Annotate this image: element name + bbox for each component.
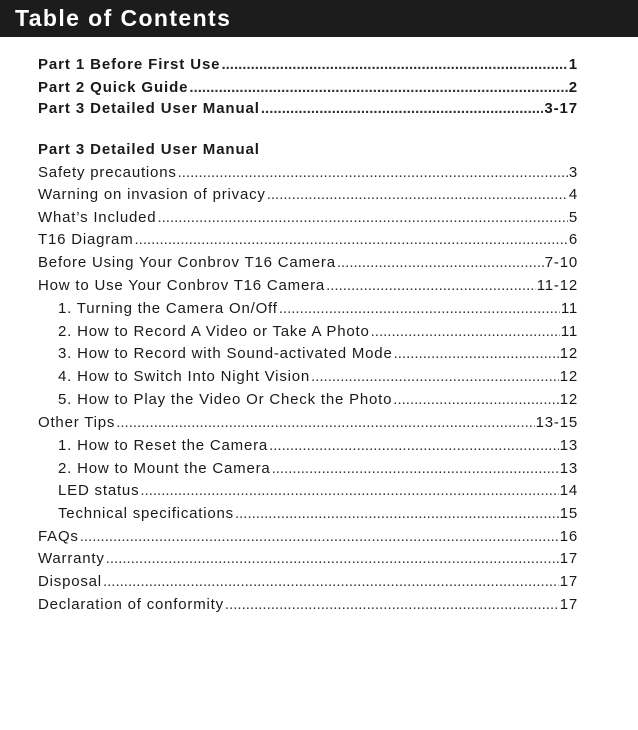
dot-leader (221, 55, 567, 75)
toc-entry-warranty[interactable] (38, 549, 578, 569)
toc-entry-label: Disposal (38, 573, 102, 590)
toc-overview-part-3[interactable] (38, 99, 578, 119)
toc-overview-part-1[interactable] (38, 55, 578, 75)
dot-leader (225, 595, 559, 615)
toc-entry-label: Safety precautions (38, 164, 177, 181)
dot-leader (235, 504, 559, 524)
toc-entry-record-video-photo[interactable] (38, 322, 578, 342)
dot-leader (103, 572, 559, 592)
toc-entry-label: What’s Included (38, 209, 157, 226)
toc-entry-label: 3. How to Record with Sound-activated Mode (58, 345, 393, 362)
toc-entry-faqs[interactable] (38, 527, 578, 547)
toc-entry-label: Declaration of conformity (38, 596, 224, 613)
dot-leader (189, 78, 567, 98)
dot-leader (269, 436, 559, 456)
toc-entry-page: 11 (560, 323, 578, 340)
toc-entry-sound-activated[interactable] (38, 344, 578, 364)
toc-entry-page: 13 (559, 460, 578, 477)
toc-entry-other-tips[interactable] (38, 413, 578, 433)
toc-entry-page: 17 (559, 596, 578, 613)
dot-leader (178, 163, 568, 183)
toc-entry-reset-camera[interactable] (38, 436, 578, 456)
toc-entry-label: How to Use Your Conbrov T16 Camera (38, 277, 326, 294)
toc-entry-page: 3 (568, 164, 578, 181)
toc-entry-page: 11 (560, 300, 578, 317)
toc-entry-page: 2 (568, 79, 578, 96)
toc-entry-led-status[interactable] (38, 481, 578, 501)
toc-entry-page: 12 (559, 391, 578, 408)
toc-overview-part-2[interactable] (38, 78, 578, 98)
toc-entry-privacy-warning[interactable] (38, 185, 578, 205)
toc-entry-page: 12 (559, 345, 578, 362)
dot-leader (279, 299, 560, 319)
toc-entry-declaration[interactable] (38, 595, 578, 615)
toc-entry-page: 7-10 (544, 254, 578, 271)
toc-entry-label: 2. How to Record A Video or Take A Photo (58, 323, 370, 340)
toc-entry-label: FAQs (38, 528, 79, 545)
toc-entry-page: 4 (568, 186, 578, 203)
dot-leader (393, 390, 558, 410)
toc-entry-label: Warranty (38, 550, 105, 567)
toc-entry-mount-camera[interactable] (38, 459, 578, 479)
toc-entry-disposal[interactable] (38, 572, 578, 592)
toc-entry-page: 17 (559, 573, 578, 590)
toc-entry-page: 16 (559, 528, 578, 545)
dot-leader (337, 253, 544, 273)
dot-leader (311, 367, 559, 387)
dot-leader (371, 322, 560, 342)
dot-leader (267, 185, 568, 205)
toc-entry-label: Part 3 Detailed User Manual (38, 100, 260, 117)
toc-entry-page: 11-12 (536, 277, 578, 294)
toc-entry-label: 1. How to Reset the Camera (58, 437, 269, 454)
toc-entry-play-video[interactable] (38, 390, 578, 410)
toc-entry-turning-on-off[interactable] (38, 299, 578, 319)
dot-leader (135, 230, 568, 250)
toc-entry-label: Before Using Your Conbrov T16 Camera (38, 254, 336, 271)
toc-entry-label: Warning on invasion of privacy (38, 186, 266, 203)
page-title: Table of Contents (15, 5, 232, 31)
dot-leader (394, 344, 559, 364)
toc-entry-page: 1 (568, 56, 578, 73)
toc-entry-safety-precautions[interactable] (38, 163, 578, 183)
toc-entry-page: 6 (568, 231, 578, 248)
dot-leader (272, 459, 559, 479)
toc-entry-t16-diagram[interactable] (38, 230, 578, 250)
toc-entry-label: Part 1 Before First Use (38, 56, 221, 73)
toc-entry-whats-included[interactable] (38, 208, 578, 228)
dot-leader (261, 99, 544, 119)
toc-entry-label: Technical specifications (58, 505, 234, 522)
dot-leader (140, 481, 558, 501)
toc-entry-how-to-use[interactable] (38, 276, 578, 296)
toc-entry-page: 12 (559, 368, 578, 385)
toc-entry-page: 13 (559, 437, 578, 454)
toc-entry-page: 14 (559, 482, 578, 499)
toc-entry-night-vision[interactable] (38, 367, 578, 387)
dot-leader (157, 208, 567, 228)
toc-entry-label: 1. Turning the Camera On/Off (58, 300, 278, 317)
toc-entry-page: 5 (568, 209, 578, 226)
toc-entry-tech-specs[interactable] (38, 504, 578, 524)
dot-leader (116, 413, 534, 433)
toc-entry-label: T16 Diagram (38, 231, 134, 248)
dot-leader (80, 527, 559, 547)
toc-entry-label: 2. How to Mount the Camera (58, 460, 271, 477)
toc-entry-before-using[interactable] (38, 253, 578, 273)
toc-entry-label: 5. How to Play the Video Or Check the Photo (58, 391, 393, 408)
toc-entry-label: LED status (58, 482, 140, 499)
toc-entry-page: 17 (559, 550, 578, 567)
toc-entry-label: Other Tips (38, 414, 116, 431)
section-heading: Part 3 Detailed User Manual (38, 141, 260, 158)
toc-entry-page: 3-17 (544, 100, 578, 117)
dot-leader (326, 276, 536, 296)
toc-entry-label: 4. How to Switch Into Night Vision (58, 368, 311, 385)
toc-entry-label: Part 2 Quick Guide (38, 79, 189, 96)
dot-leader (106, 549, 559, 569)
toc-entry-page: 13-15 (535, 414, 578, 431)
toc-entry-page: 15 (559, 505, 578, 522)
